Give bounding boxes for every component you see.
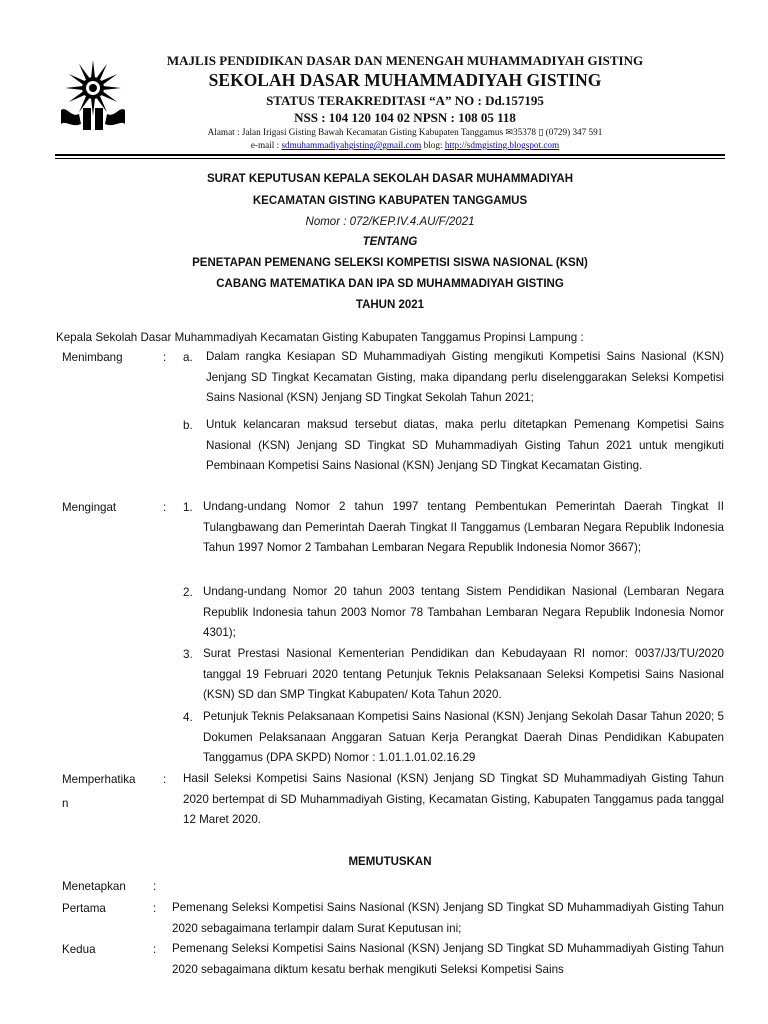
email-link[interactable]: sdmuhammadiyahgisting@gmail.com [281,140,422,150]
mengingat-3-text: Surat Prestasi Nasional Kementerian Pendidikan dan Kebudayaan RI nomor: 0037/J3/TU/2020 tanggal 19 Februari 2020 tentang Petunjuk Teknis Pelaksanaan Seleksi Kompetisi Sains Nasional (KSN) SD dan SMP Tingkat Kabupaten/ Kota Tahun 2020. [203,647,724,702]
decree-title-line2: KECAMATAN GISTING KABUPATEN TANGGAMUS [252,195,528,207]
mengingat-label: Mengingat [62,501,117,514]
intro-text: Kepala Sekolah Dasar Muhammadiyah Kecamatan Gisting Kabupaten Tanggamus Propinsi Lampung : [56,331,584,344]
blog-link[interactable]: http://sdmgisting.blogspot.com [444,140,560,150]
contact-line [140,140,670,150]
pertama-colon: : [153,902,157,915]
menimbang-colon: : [163,351,167,364]
mengingat-2-marker: 2. [183,586,193,599]
accreditation-status: STATUS TERAKREDITASI “A” NO : Dd.157195 [266,93,544,108]
mengingat-1-marker: 1. [183,501,193,514]
email-label: e-mail : [250,140,282,150]
memutuskan-heading: MEMUTUSKAN [348,856,432,868]
blog-label: blog: [421,140,445,150]
menetapkan-colon: : [153,880,157,893]
decree-subject-line2: CABANG MATEMATIKA DAN IPA SD MUHAMMADIYAH GISTING [216,278,564,290]
decree-number: Nomor : 072/KEP.IV.4.AU/F/2021 [305,216,475,228]
menimbang-b-text: Untuk kelancaran maksud tersebut diatas, maka perlu ditetapkan Pemenang Kompetisi Sains Nasional (KSN) Jenjang SD Tingkat SD Muhammadiyah Gisting Tahun 2021 untuk mengikuti Pembinaan Kompetisi Sains Nasional (KSN) Jenjang SD Tingkat Kecamatan Gisting. [206,418,724,473]
memperhatikan-colon: : [163,773,167,786]
letterhead-divider-thin [55,158,725,159]
menimbang-label: Menimbang [62,351,123,364]
menetapkan-label: Menetapkan [62,880,126,893]
tentang-heading: TENTANG [362,236,418,248]
memperhatikan-text: Hasil Seleksi Kompetisi Sains Nasional (KSN) Jenjang SD Tingkat SD Muhammadiyah Gisting Tahun 2020 bertempat di SD Muhammadiyah Gisting, Kecamatan Gisting, Kabupaten Tanggamus pada tanggal 12 Maret 2020. [183,772,724,827]
pertama-text: Pemenang Seleksi Kompetisi Sains Nasional (KSN) Jenjang SD Tingkat SD Muhammadiyah Gisting Tahun 2020 sebagaimana terlampir dalam Surat Keputusan ini; [172,901,724,935]
menimbang-a-text: Dalam rangka Kesiapan SD Muhammadiyah Gisting mengikuti Kompetisi Sains Nasional (KSN) Jenjang SD Tingkat Kecamatan Gisting, maka dipandang perlu diselenggarakan Seleksi Kompetisi Sains Nasional (KSN) Jenjang SD Tingkat Sekolah Tahun 2021; [206,350,724,405]
kedua-text: Pemenang Seleksi Kompetisi Sains Nasional (KSN) Jenjang SD Tingkat SD Muhammadiyah Gisting Tahun 2020 sebagaimana diktum kesatu berhak mengikuti Seleksi Kompetisi Sains [172,942,724,976]
menimbang-b-marker: b. [183,419,193,432]
memperhatikan-label-line1: Memperhatika [62,773,136,786]
mengingat-4-text: Petunjuk Teknis Pelaksanaan Kompetisi Sains Nasional (KSN) Jenjang Sekolah Dasar Tahun 2020; 5 Dokumen Pelaksanaan Anggaran Satuan Kerja Perangkat Daerah Dinas Pendidikan Kabupaten Tanggamus (DPA SKPD) Nomor : 1.01.1.01.02.16.29 [203,710,724,765]
decree-subject-line1: PENETAPAN PEMENANG SELEKSI KOMPETISI SISWA NASIONAL (KSN) [192,257,588,269]
school-name: SEKOLAH DASAR MUHAMMADIYAH GISTING [208,70,602,90]
mengingat-3-marker: 3. [183,648,193,661]
decree-title-line1: SURAT KEPUTUSAN KEPALA SEKOLAH DASAR MUHAMMADIYAH [206,173,574,185]
mengingat-1-text: Undang-undang Nomor 2 tahun 1997 tentang Pembentukan Pemerintah Daerah Tingkat II Tulangbawang dan Pemerintah Daerah Tingkat II Tanggamus (Lembaran Negara Republik Indonesia Tahun 1997 Nomor 2 Tambahan Lembaran Negara Republik Indonesia Nomor 3667); [203,500,724,555]
muhammadiyah-logo-icon [55,58,131,134]
pertama-label: Pertama [62,902,106,915]
letterhead-divider [55,154,725,156]
kedua-label: Kedua [62,943,96,956]
mengingat-4-marker: 4. [183,711,193,724]
council-name: MAJLIS PENDIDIKAN DASAR DAN MENENGAH MUHAMMADIYAH GISTING [166,53,644,68]
mengingat-2-text: Undang-undang Nomor 20 tahun 2003 tentang Sistem Pendidikan Nasional (Lembaran Negara Republik Indonesia tahun 2003 Nomor 78 Tambahan Lembaran Negara Republik Indonesia Nomor 4301); [203,585,724,640]
menimbang-a-marker: a. [183,351,193,364]
school-address: Alamat : Jalan Irigasi Gisting Bawah Kecamatan Gisting Kabupaten Tanggamus ✉35378 ▯ (0729) 347 591 [207,127,603,137]
kedua-colon: : [153,943,157,956]
school-ids: NSS : 104 120 104 02 NPSN : 108 05 118 [294,110,516,125]
mengingat-colon: : [163,501,167,514]
memperhatikan-label-line2: n [62,797,69,810]
decree-subject-line3: TAHUN 2021 [355,299,425,311]
